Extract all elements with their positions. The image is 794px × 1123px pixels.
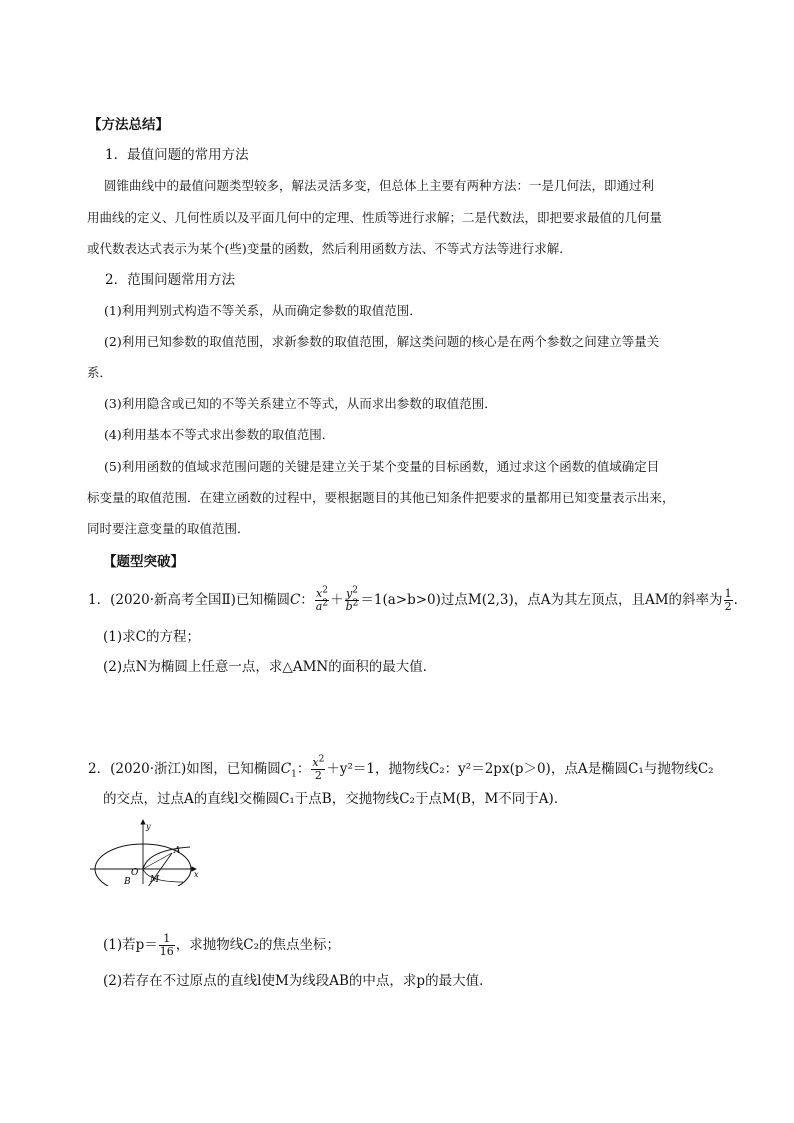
method-summary-heading: 【方法总结】: [88, 117, 169, 133]
problem2-question1: (1)若p＝ $\frac{1}{16}$ ，求抛物线C₂的焦点坐标；: [103, 932, 341, 958]
parabola-c2: [143, 847, 190, 869]
problem2-prefix: 2．(2020·浙江)如图，已知椭圆: [88, 761, 281, 777]
figure-label-O: O: [131, 868, 139, 878]
figure-label-B: B: [124, 877, 131, 886]
figure-label-M: M: [150, 875, 160, 885]
range-method-item5-line2: 标变量的取值范围．在建立函数的过程中，要根据题目的其他已知条件把要求的量都用已知变量表示出来，: [87, 490, 675, 505]
section1-title: 1．最值问题的常用方法: [105, 147, 249, 163]
range-method-item4: (4)利用基本不等式求出参数的取值范围．: [104, 427, 335, 442]
problem1-question2: (2)点N为椭圆上任意一点，求△AMN的面积的最大值．: [103, 659, 437, 675]
range-method-item3: (3)利用隐含或已知的不等关系建立不等式，从而求出参数的取值范围．: [104, 396, 497, 411]
problem1-equation-rest: ＝1(a>b>0)过点M(2,3)，点A为其左顶点，且AM的斜率为: [360, 592, 723, 608]
range-method-item2-line2: 系．: [87, 365, 113, 380]
breakthrough-heading: 【题型突破】: [103, 554, 184, 570]
problem2-equation-rest: ＋y²＝1，抛物线C₂：y²＝2px(p＞0)，点A是椭圆C₁与抛物线C₂: [326, 761, 714, 777]
problem1-statement: 1．(2020·新高考全国Ⅱ)已知椭圆C： $\frac{x^2}{a^2}$ ＋ $\frac{y^2}{b^2}$ ＝1(a>b>0)过点M(2,3)，点A为其左顶点，且AM的斜率为 $\frac{1}{2}$ .: [88, 585, 738, 613]
section1-paragraph-line1: 圆锥曲线中的最值问题类型较多，解法灵活多变，但总体上主要有两种方法：一是几何法，即通过利: [104, 178, 655, 193]
problem2-p-fraction: $\frac{1}{16}$: [159, 932, 174, 958]
problem1-prefix: 1．(2020·新高考全国Ⅱ)已知椭圆: [88, 592, 290, 608]
range-method-item5-line3: 同时要注意变量的取值范围．: [87, 521, 250, 536]
problem2-x-fraction: $\frac{x^2}{2}$: [312, 754, 325, 782]
ellipse-parabola-figure: [88, 818, 213, 886]
parabola-c2-lower: [143, 869, 183, 882]
problem1-ellipse-name: C: [289, 592, 301, 608]
problem1-x-fraction: $\frac{x^2}{a^2}$: [315, 585, 329, 613]
figure-label-A: A: [174, 846, 181, 856]
range-method-item2-line1: (2)利用已知参数的取值范围，求新参数的取值范围，解这类问题的核心是在两个参数之间建立等量关: [104, 334, 660, 349]
figure-label-x: x: [194, 870, 199, 879]
section2-title: 2．范围问题常用方法: [105, 272, 236, 288]
range-method-item1: (1)利用判别式构造不等关系，从而确定参数的取值范围．: [104, 303, 422, 318]
section1-paragraph-line3: 或代数表达式表示为某个(些)变量的函数，然后利用函数方法、不等式方法等进行求解．: [87, 241, 572, 256]
problem1-slope-fraction: $\frac{1}{2}$: [724, 587, 732, 613]
problem1-y-fraction: $\frac{y^2}{b^2}$: [345, 585, 359, 613]
problem2-statement-line1: 2．(2020·浙江)如图，已知椭圆$C_1$： $\frac{x^2}{2}$ ＋y²＝1，抛物线C₂：y²＝2px(p＞0)，点A是椭圆C₁与抛物线C₂: [88, 754, 714, 782]
problem1-question1: (1)求C的方程；: [103, 629, 200, 645]
problem2-question2: (2)若存在不过原点的直线l使M为线段AB的中点，求p的最大值．: [103, 973, 493, 989]
figure-label-y: y: [146, 822, 151, 831]
section1-paragraph-line2: 用曲线的定义、几何性质以及平面几何中的定理、性质等进行求解；二是代数法，即把要求最值的几何量: [87, 210, 663, 225]
problem2-statement-line2: 的交点，过点A的直线l交椭圆C₁于点B，交抛物线C₂于点M(B，M不同于A)．: [103, 791, 568, 807]
range-method-item5-line1: (5)利用函数的值域求范围问题的关键是建立关于某个变量的目标函数，通过求这个函数的值域确定目: [104, 459, 660, 474]
